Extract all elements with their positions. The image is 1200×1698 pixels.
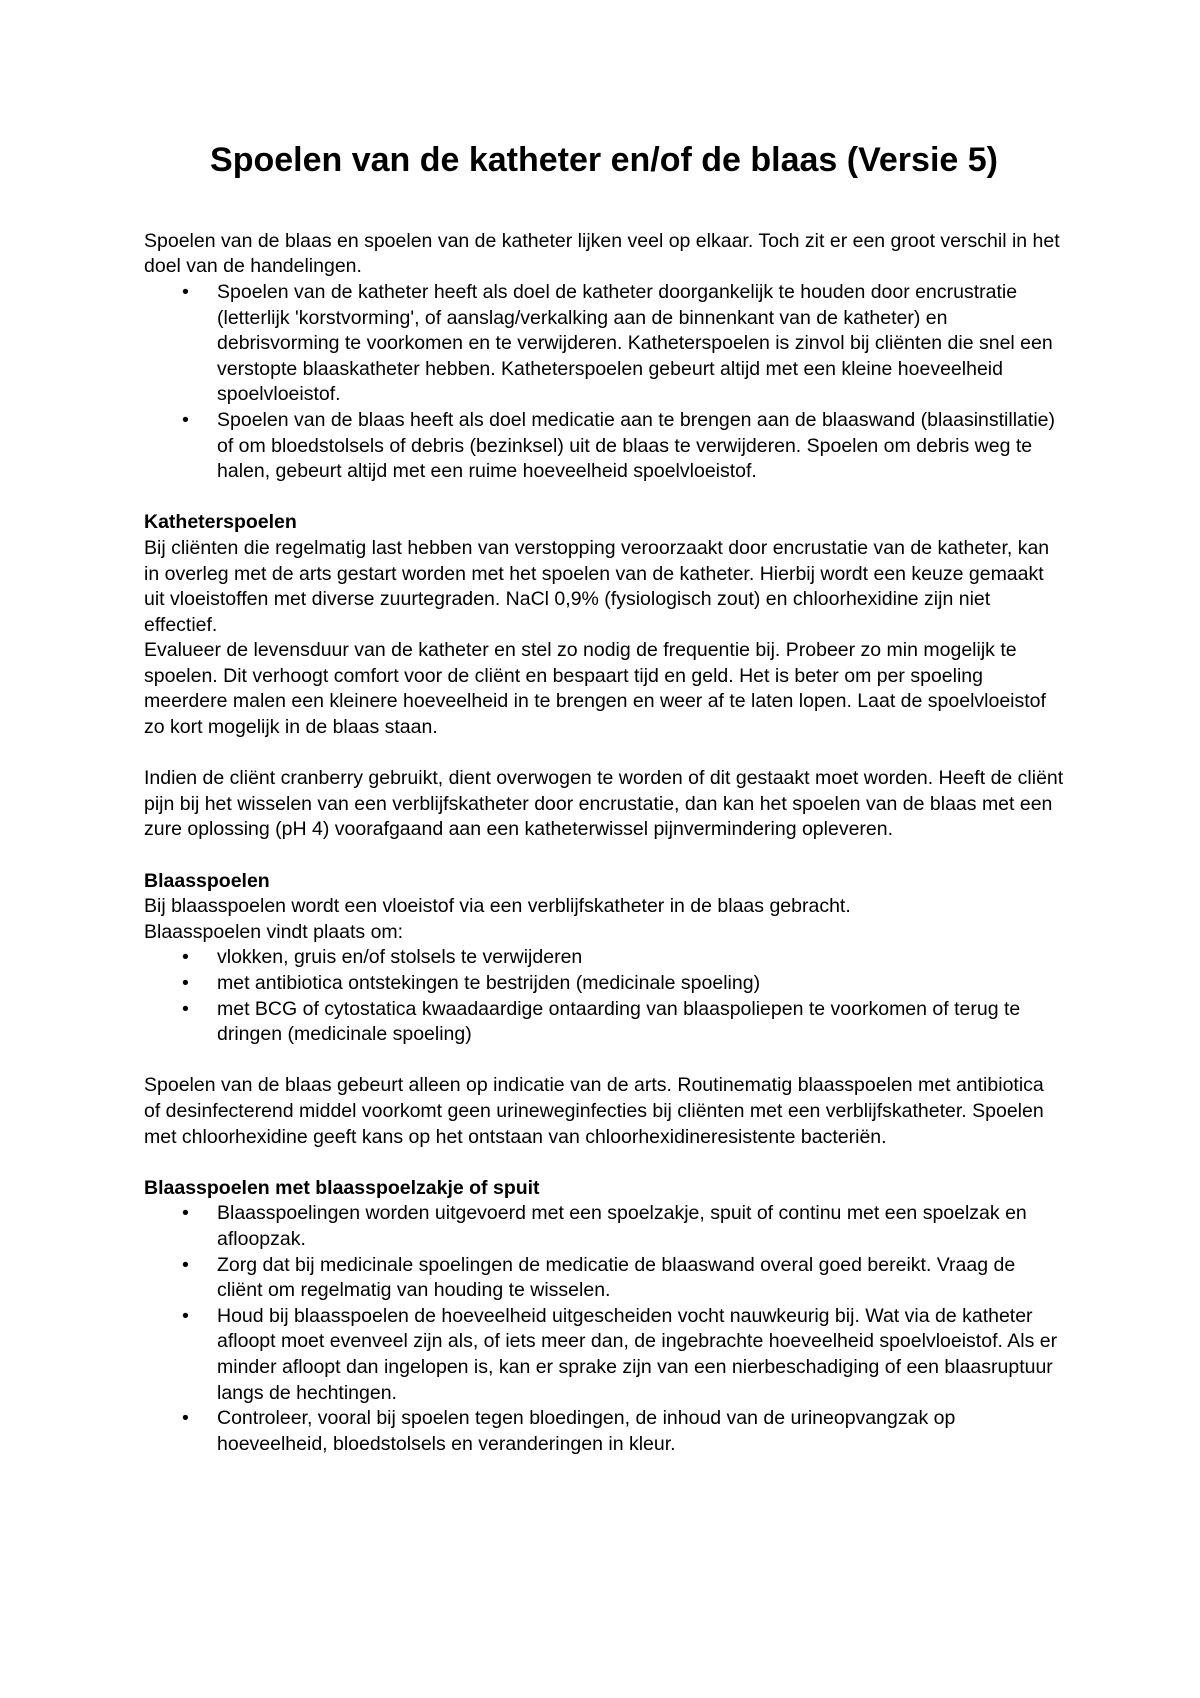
- list-item: [144, 997, 1064, 1048]
- bullet-icon: •: [182, 280, 189, 303]
- katheterspoelen-paragraph-1: Bij cliënten die regelmatig last hebben van verstopping veroorzaakt door encrustatie van de katheter, kan in overleg met de arts gestart worden met het spoelen van de katheter. Hierbij wordt een keuze gemaakt uit vloeistoffen met diverse zuurtegraden. NaCl 0,9% (fysiologisch zout) en chloorhexidine zijn niet effectief.: [144, 536, 1050, 636]
- list-item-text: Zorg dat bij medicinale spoelingen de medicatie de blaaswand overal goed bereikt. Vraag de cliënt om regelmatig van houding te wisselen.: [217, 1253, 1016, 1302]
- blaasspoelen-paragraph-2: Spoelen van de blaas gebeurt alleen op indicatie van de arts. Routinematig blaasspoelen met antibiotica of desinfecterend middel voorkomt geen urineweginfecties bij cliënten met een verblijfskatheter. Spoelen met chloorhexidine geeft kans op het ontstaan van chloorhexidineresistente bacteriën.: [144, 1074, 1044, 1148]
- bullet-icon: •: [182, 1407, 189, 1430]
- intro-paragraph: Spoelen van de blaas en spoelen van de katheter lijken veel op elkaar. Toch zit er een groot verschil in het doel van de handelingen.: [144, 229, 1060, 278]
- katheterspoelen-paragraph-3: Indien de cliënt cranberry gebruikt, dient overwogen te worden of dit gestaakt moet worden. Heeft de cliënt pijn bij het wisselen van een verblijfskatheter door encrustatie, dan kan het spoelen van de blaas met een zure oplossing (pH 4) voorafgaand aan een katheterwissel pijnvermindering opleveren.: [144, 767, 1064, 841]
- page-title: Spoelen van de katheter en/of de blaas (Versie 5): [210, 141, 998, 179]
- list-item-text: Controleer, vooral bij spoelen tegen bloedingen, de inhoud van de urineopvangzak op hoeveelheid, bloedstolsels en veranderingen in kleur.: [217, 1407, 956, 1455]
- bullet-icon: •: [182, 946, 189, 969]
- bullet-icon: •: [182, 1202, 189, 1225]
- bullet-icon: •: [182, 1253, 189, 1276]
- list-item-text: Blaasspoelingen worden uitgevoerd met een spoelzakje, spuit of continu met een spoelzak en afloopzak.: [217, 1202, 1027, 1250]
- spacer: [144, 741, 1064, 767]
- list-item-text: Houd bij blaasspoelen de hoeveelheid uitgescheiden vocht nauwkeurig bij. Wat via de katheter afloopt moet evenveel zijn als, of iets meer dan, de ingebrachte hoeveelheid spoelvloeistof. Als er minder afloopt dan ingelopen is, kan er sprake zijn van een nierbeschadiging of een blaasruptuur langs de hechtingen.: [217, 1304, 1058, 1404]
- list-item: [144, 1253, 1064, 1304]
- document-page: [144, 140, 1064, 1457]
- blaasspoelen-line-2: Blaasspoelen vindt plaats om:: [144, 920, 404, 943]
- spacer: [144, 1150, 1064, 1176]
- list-item-text: met BCG of cytostatica kwaadaardige ontaarding van blaaspoliepen te voorkomen of terug te dringen (medicinale spoeling): [217, 997, 1021, 1046]
- list-item: [144, 945, 1064, 971]
- list-item: [144, 1406, 1064, 1457]
- katheterspoelen-paragraph-2: Evalueer de levensduur van de katheter en stel zo nodig de frequentie bij. Probeer zo min mogelijk te spoelen. Dit verhoogt comfort voor de cliënt en bespaart tijd en geld. Het is beter om per spoeling meerdere malen een kleinere hoeveelheid in te brengen en weer af te laten lopen. Laat de spoelvloeistof zo kort mogelijk in de blaas staan.: [144, 639, 1046, 739]
- blaasspoelen-bullet-list: [144, 945, 1064, 1047]
- list-item-text: vlokken, gruis en/of stolsels te verwijderen: [217, 946, 583, 969]
- section-heading-blaasspoelen: Blaasspoelen: [144, 869, 270, 892]
- bullet-icon: •: [182, 997, 189, 1020]
- spacer: [144, 1048, 1064, 1074]
- list-item: [144, 971, 1064, 997]
- list-item-text: met antibiotica ontstekingen te bestrijden (medicinale spoeling): [217, 972, 761, 995]
- spacer: [144, 843, 1064, 869]
- section-heading-katheterspoelen: Katheterspoelen: [144, 511, 297, 534]
- intro-bullet-list: [144, 280, 1064, 485]
- bullet-icon: •: [182, 972, 189, 995]
- spacer: [144, 485, 1064, 511]
- list-item-text: Spoelen van de katheter heeft als doel de katheter doorgankelijk te houden door encrustratie (letterlijk 'korstvorming', of aanslag/verkalking aan de binnenkant van de katheter) en debrisvorming te voorkomen en te verwijderen. Katheterspoelen is zinvol bij cliënten die snel een verstopte blaaskatheter hebben. Katheterspoelen gebeurt altijd met een kleine hoeveelheid spoelvloeistof.: [217, 280, 1053, 406]
- list-item: [144, 408, 1064, 485]
- spoelzakje-bullet-list: [144, 1201, 1064, 1457]
- bullet-icon: •: [182, 408, 189, 431]
- blaasspoelen-line-1: Bij blaasspoelen wordt een vloeistof via een verblijfskatheter in de blaas gebracht.: [144, 895, 851, 918]
- list-item: [144, 280, 1064, 408]
- list-item: [144, 1304, 1064, 1406]
- list-item: [144, 1201, 1064, 1252]
- list-item-text: Spoelen van de blaas heeft als doel medicatie aan te brengen aan de blaaswand (blaasinstillatie) of om bloedstolsels of debris (bezinksel) uit de blaas te verwijderen. Spoelen om debris weg te halen, gebeurt altijd met een ruime hoeveelheid spoelvloeistof.: [217, 408, 1055, 483]
- section-heading-spoelzakje: Blaasspoelen met blaasspoelzakje of spuit: [144, 1176, 540, 1199]
- bullet-icon: •: [182, 1304, 189, 1327]
